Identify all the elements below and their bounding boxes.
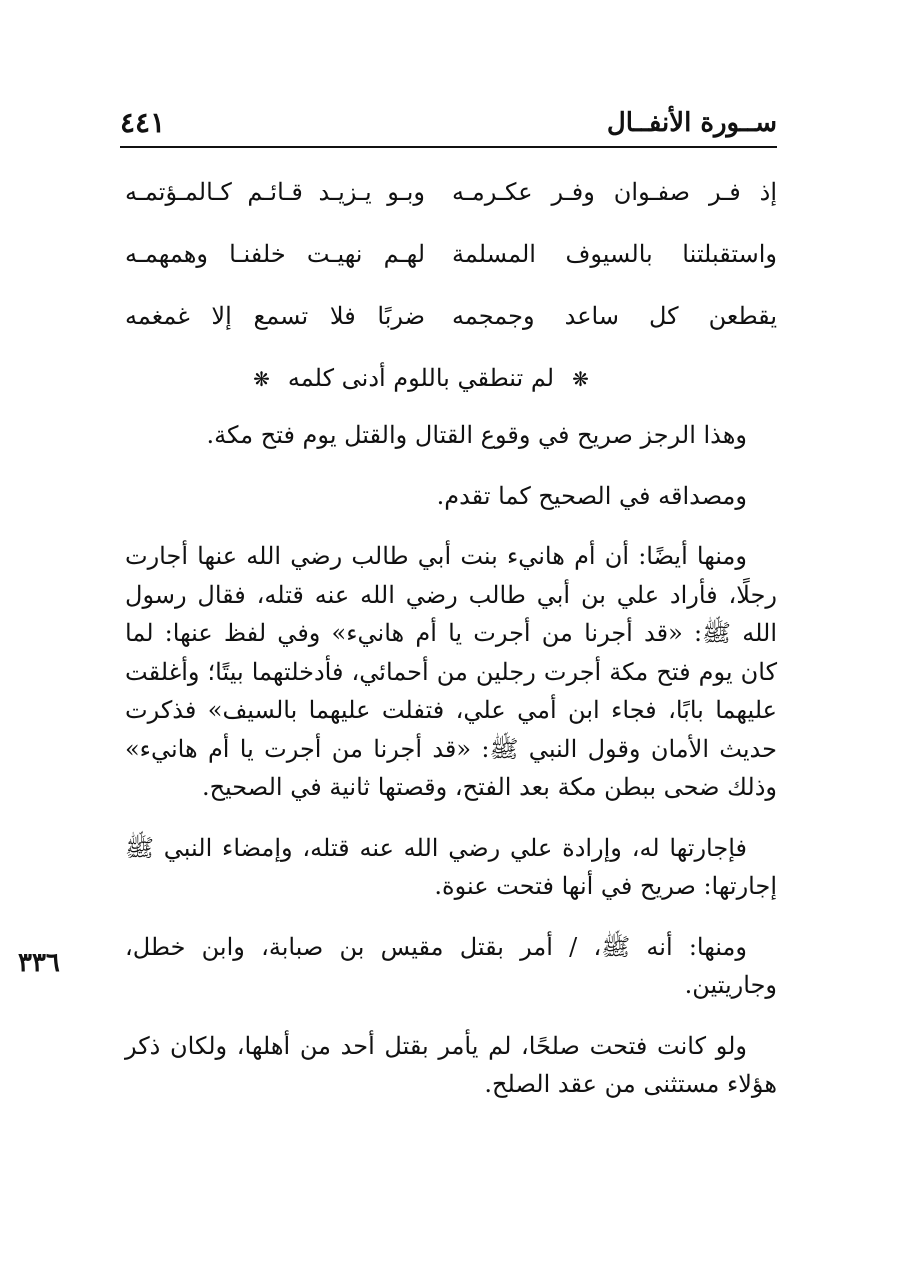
page-header <box>120 100 777 148</box>
poem-closing-line <box>125 354 777 416</box>
paragraph: ومنها: أنه ﷺ، / أمر بقتل مقيس بن صبابة، وابن خطل، وجاريتين. <box>125 932 777 999</box>
page-number: ٤٤١ <box>120 106 166 139</box>
verse-second-hemistich: لهـم نهيـت خلفنـا وهمهمـه <box>125 240 425 268</box>
ornament-star-icon: ❋ <box>572 367 589 391</box>
paragraph: وهذا الرجز صريح في وقوع القتال والقتل يوم فتح مكة. <box>206 421 747 449</box>
poem-verse <box>125 168 777 230</box>
paragraph: فإجارتها له، وإرادة علي رضي الله عنه قتله، وإمضاء النبي ﷺ إجارتها: صريح في أنها فتحت عنوة. <box>125 833 777 900</box>
closing-line-text: لم تنطقي باللوم أدنى كلمه <box>287 364 555 392</box>
verse-first-hemistich: إذ فـر صفـوان وفـر عكـرمـه <box>452 178 777 206</box>
verse-first-hemistich: واستقبلتنا بالسيوف المسلمة <box>452 240 777 268</box>
verse-first-hemistich: يقطعن كل ساعد وجمجمه <box>452 302 777 330</box>
page-content <box>125 168 777 1104</box>
margin-page-reference: ٣٣٦ <box>18 948 60 978</box>
surah-title: ســورة الأنفــال <box>606 108 777 138</box>
poem-verse <box>125 292 777 354</box>
paragraph: ومنها أيضًا: أن أم هانيء بنت أبي طالب رضي الله عنها أجارت رجلًا، فأراد علي بن أبي طالب رضي الله عنه قتله، فقال رسول الله ﷺ: «قد أجرنا من أجرت يا أم هانيء» وفي لفظ عنها: لما كان يوم فتح مكة أجرت رجلين من أحمائي، فأدخلتهما بيتًا؛ وأغلقت عليهما بابًا، فجاء ابن أمي علي، فتفلت عليهما بالسيف» فذكرت حديث الأمان وقول النبي ﷺ: «قد أجرنا من أجرت يا أم هانيء» وذلك ضحى ببطن مكة بعد الفتح، وقصتها ثانية في الصحيح. <box>125 542 777 801</box>
ornament-star-icon: ❋ <box>253 367 270 391</box>
paragraph: ولو كانت فتحت صلحًا، لم يأمر بقتل أحد من أهلها، ولكان ذكر هؤلاء مستثنى من عقد الصلح. <box>125 1031 777 1098</box>
verse-second-hemistich: وبـو يـزيـد قـائـم كـالمـؤتمـه <box>125 178 425 206</box>
paragraph: ومصداقه في الصحيح كما تقدم. <box>436 481 747 510</box>
poem-verse <box>125 230 777 292</box>
verse-second-hemistich: ضربًا فلا تسمع إلا غمغمه <box>125 302 425 330</box>
